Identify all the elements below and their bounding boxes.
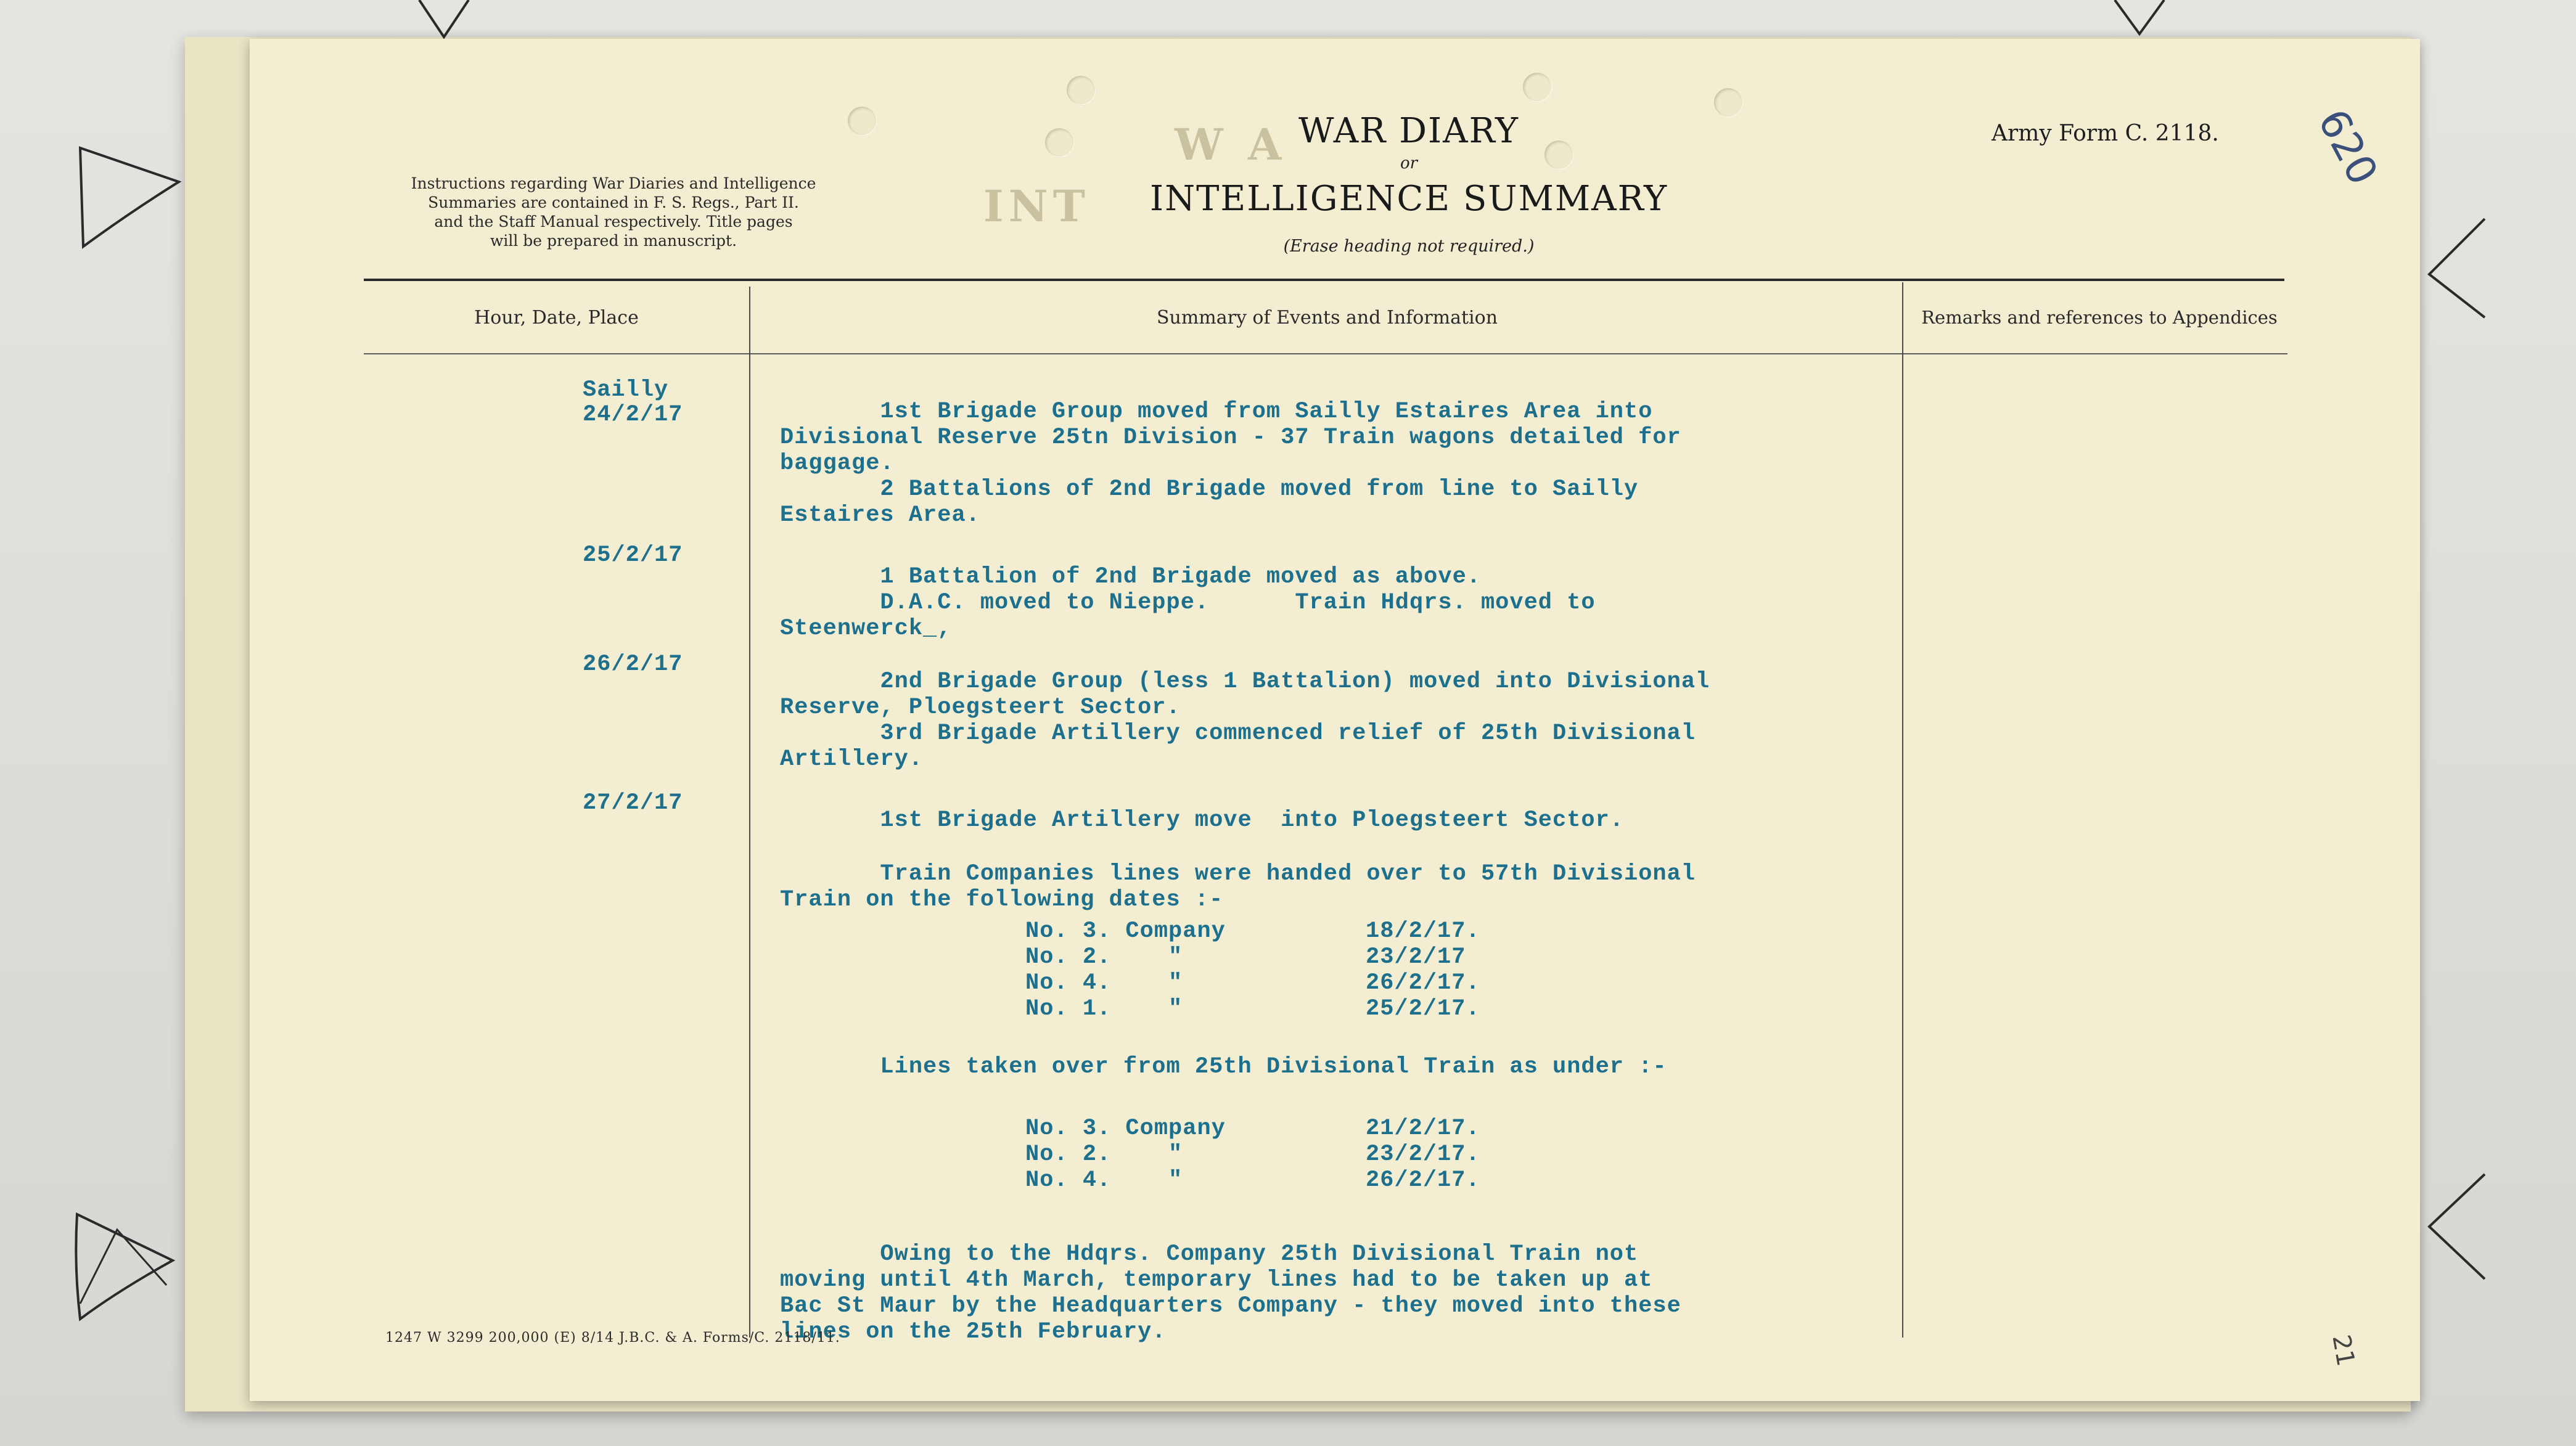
closing-paragraph <box>780 1215 1681 1371</box>
entry-date: 24/2/17 <box>583 402 683 428</box>
show-through-lettering: INT <box>983 181 1090 232</box>
entry-line: Reserve, Ploegsteert Sector. <box>780 695 1181 721</box>
handover-company: No. 2. " <box>1025 944 1183 970</box>
instructions-note <box>367 174 860 250</box>
entry-line: Train on the following dates :- <box>780 887 1224 913</box>
entry-date: 27/2/17 <box>583 790 683 816</box>
column-divider <box>1902 282 1903 1338</box>
triangle-mark-icon <box>2417 1168 2497 1291</box>
erase-note: (Erase heading not required.) <box>1283 237 1535 256</box>
takeover-company: No. 3. Company <box>1025 1116 1226 1142</box>
instructions-line: and the Staff Manual respectively. Title pages <box>434 213 793 231</box>
entry-line: 1st Brigade Artillery move into Ploegsteert Sector. <box>780 807 1625 833</box>
entry-line: moving until 4th March, temporary lines had to be taken up at <box>780 1267 1653 1293</box>
entry-line: Train Companies lines were handed over to 57th Divisional <box>780 861 1696 887</box>
army-form-number: Army Form C. 2118. <box>1991 121 2219 146</box>
entry-line: D.A.C. moved to Nieppe. Train Hdqrs. moved to <box>780 590 1596 616</box>
takeover-date: 23/2/17. <box>1366 1142 1480 1167</box>
entry-line: Owing to the Hdqrs. Company 25th Divisional Train not <box>780 1241 1639 1267</box>
takeover-date: 26/2/17. <box>1366 1167 1480 1193</box>
printer-imprint: 1247 W 3299 200,000 (E) 8/14 J.B.C. & A. Forms/C. 2118/11. <box>385 1330 840 1346</box>
page-subtitle: INTELLIGENCE SUMMARY <box>1149 179 1668 219</box>
entry-line: 1 Battalion of 2nd Brigade moved as above. <box>780 564 1481 590</box>
handover-date: 18/2/17. <box>1366 918 1480 944</box>
string-mark-icon <box>407 0 481 43</box>
page-title: WAR DIARY <box>1298 111 1520 151</box>
edge-mark: 21 <box>2326 1332 2360 1369</box>
takeover-company: No. 4. " <box>1025 1167 1183 1193</box>
handover-company: No. 4. " <box>1025 970 1183 996</box>
column-header-summary: Summary of Events and Information <box>1156 307 1498 329</box>
entry-date: 25/2/17 <box>583 542 683 568</box>
handover-intro <box>780 835 1696 939</box>
handover-date: 25/2/17. <box>1366 996 1480 1022</box>
entry-text <box>780 643 1710 798</box>
entry-line: 1st Brigade Group moved from Sailly Estaires Area into <box>780 399 1653 425</box>
takeover-company: No. 2. " <box>1025 1142 1183 1167</box>
show-through-lettering: W A <box>1175 119 1287 170</box>
header-rule <box>364 279 2284 281</box>
title-or: or <box>1400 154 1418 173</box>
entry-line: Divisional Reserve 25tn Division - 37 Train wagons detailed for <box>780 425 1681 451</box>
entry-line: 2 Battalions of 2nd Brigade moved from line to Sailly <box>780 476 1639 502</box>
folio-number: 620 <box>2308 101 2387 193</box>
punch-hole <box>848 107 876 135</box>
entry-line: Estaires Area. <box>780 502 980 528</box>
entry-text <box>780 373 1681 554</box>
entry-line: Steenwerck_, <box>780 616 952 642</box>
takeover-date: 21/2/17. <box>1366 1116 1480 1142</box>
string-mark-icon <box>2102 0 2176 43</box>
punch-hole <box>1523 73 1551 101</box>
entry-date: 26/2/17 <box>583 652 683 677</box>
entry-line: Bac St Maur by the Headquarters Company - they moved into these <box>780 1293 1681 1319</box>
punch-hole <box>1067 76 1095 104</box>
instructions-line: will be prepared in manuscript. <box>490 232 737 250</box>
triangle-mark-icon <box>68 139 191 262</box>
column-header-remarks: Remarks and references to Appendices <box>1921 307 2278 328</box>
entry-line: baggage. <box>780 451 895 476</box>
handover-company: No. 3. Company <box>1025 918 1226 944</box>
instructions-line: Instructions regarding War Diaries and Intelligence <box>411 174 816 192</box>
triangle-mark-icon <box>62 1205 185 1328</box>
column-head-rule <box>364 353 2287 354</box>
entry-line: 3rd Brigade Artillery commenced relief of 25th Divisional <box>780 721 1696 746</box>
triangle-mark-icon <box>2417 213 2497 336</box>
column-divider <box>749 287 750 1338</box>
instructions-line: Summaries are contained in F. S. Regs., Part II. <box>428 194 799 211</box>
handover-date: 23/2/17 <box>1366 944 1466 970</box>
entry-line: Artillery. <box>780 746 924 772</box>
handover-company: No. 1. " <box>1025 996 1183 1022</box>
entry-line: lines on the 25th February. <box>780 1319 1167 1345</box>
entry-line: 2nd Brigade Group (less 1 Battalion) moved into Divisional <box>780 669 1710 695</box>
entry-place: Sailly <box>583 377 669 403</box>
handover-date: 26/2/17. <box>1366 970 1480 996</box>
column-header-hour-date-place: Hour, Date, Place <box>474 307 639 329</box>
takeover-intro: Lines taken over from 25th Divisional Train as under :- <box>780 1054 1667 1080</box>
